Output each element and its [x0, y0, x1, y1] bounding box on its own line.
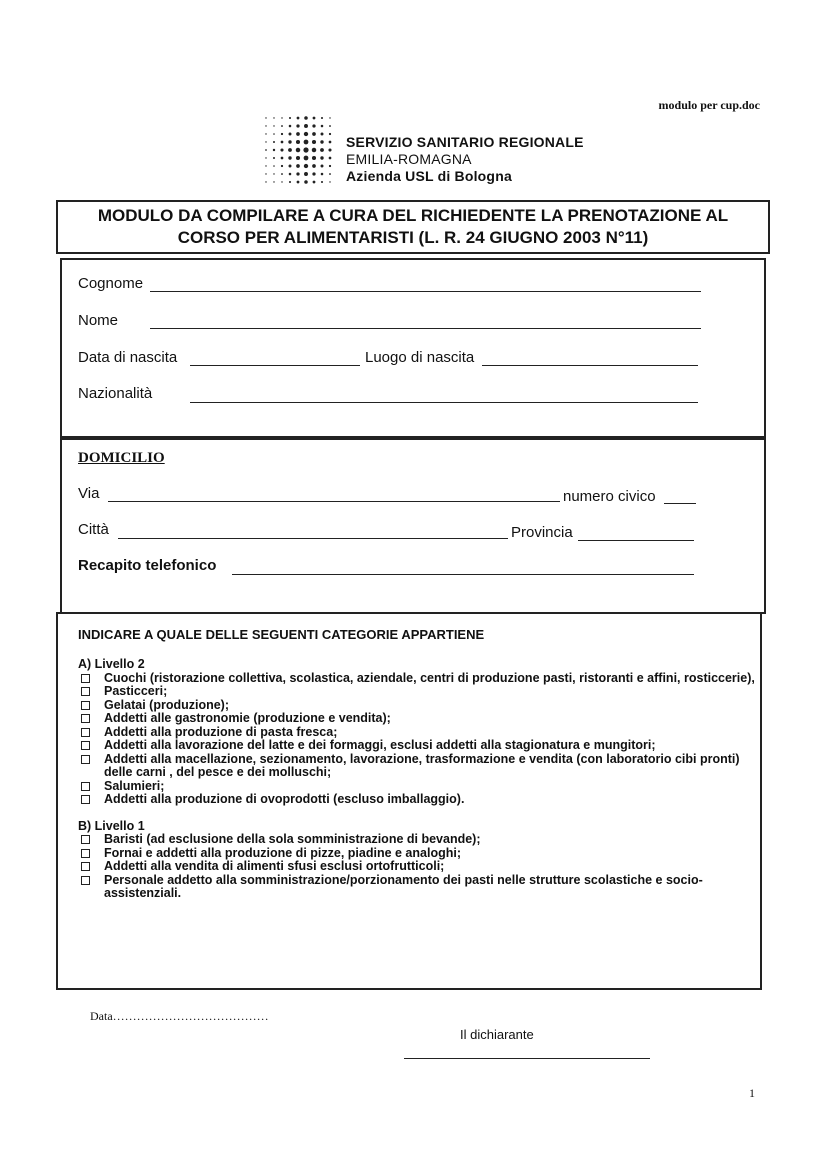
level-1-item[interactable]	[78, 874, 768, 901]
level-2-item-label: Addetti alla produzione di pasta fresca;	[104, 724, 338, 739]
level-2-item-label: Cuochi (ristorazione collettiva, scolastica, aziendale, centri di produzione pasti, ristoranti e affini, rosticcerie),	[104, 670, 755, 685]
numero-civico-field[interactable]	[664, 503, 696, 504]
checkbox-icon[interactable]	[81, 687, 90, 696]
nome-label: Nome	[78, 312, 119, 329]
level-2-item-label: Gelatai (produzione);	[104, 697, 229, 712]
level-1-item[interactable]	[78, 833, 768, 847]
level-2-item-label: Addetti alla macellazione, sezionamento, lavorazione, trasformazione e vendita (con laboratorio cibi pronti) delle carni , del pesce e dei molluschi;	[104, 751, 740, 779]
level-1-item-label: Baristi (ad esclusione della sola somministrazione di bevande);	[104, 832, 481, 846]
org-line-2: EMILIA-ROMAGNA	[346, 151, 472, 167]
citta-field[interactable]	[118, 538, 508, 539]
domicilio-title: DOMICILIO	[78, 450, 165, 466]
date-field-label[interactable]: Data…………………………………	[90, 1009, 269, 1023]
cognome-field[interactable]	[150, 291, 701, 292]
checkbox-icon[interactable]	[81, 701, 90, 710]
level-2-item[interactable]	[78, 726, 768, 740]
form-title	[56, 200, 770, 254]
form-title-line-2: CORSO PER ALIMENTARISTI (L. R. 24 GIUGNO 2003 N°11)	[177, 228, 649, 247]
level-2-item[interactable]	[78, 685, 768, 699]
form-title-line-1: MODULO DA COMPILARE A CURA DEL RICHIEDENTE LA PRENOTAZIONE AL	[97, 206, 729, 225]
level-2-item-label: Addetti alla lavorazione del latte e dei formaggi, esclusi addetti alla stagionatura e mungitori;	[104, 738, 656, 752]
level-2-item[interactable]	[78, 699, 768, 713]
level-2-item-label: Addetti alla produzione di ovoprodotti (escluso imballaggio).	[104, 792, 465, 806]
checkbox-icon[interactable]	[81, 755, 90, 764]
citta-label: Città	[78, 521, 109, 538]
checkbox-icon[interactable]	[81, 714, 90, 723]
level-2-item[interactable]	[78, 712, 768, 726]
recapito-label: Recapito telefonico	[78, 557, 217, 574]
numero-civico-label: numero civico	[563, 488, 656, 505]
nome-field[interactable]	[150, 328, 701, 329]
checkbox-icon[interactable]	[81, 782, 90, 791]
checkbox-icon[interactable]	[81, 674, 90, 683]
organization-name	[346, 134, 584, 185]
org-line-1: SERVIZIO SANITARIO REGIONALE	[346, 134, 584, 150]
level-2-title: A) Livello 2	[78, 657, 145, 671]
signature-field[interactable]	[404, 1058, 650, 1059]
level-2-items	[78, 672, 768, 807]
nazionalita-field[interactable]	[190, 402, 698, 403]
via-field[interactable]	[108, 501, 560, 502]
level-2-item[interactable]	[78, 672, 768, 686]
luogo-nascita-label: Luogo di nascita	[365, 349, 475, 366]
level-2-item-label: Pasticceri;	[104, 684, 168, 698]
level-1-title: B) Livello 1	[78, 818, 145, 833]
recapito-field[interactable]	[232, 574, 694, 575]
level-2-item[interactable]	[78, 739, 768, 753]
checkbox-icon[interactable]	[81, 862, 90, 871]
level-2-item-label: Addetti alle gastronomie (produzione e vendita);	[104, 711, 391, 725]
page-number: 1	[749, 1086, 755, 1100]
checkbox-icon[interactable]	[81, 876, 90, 885]
level-2-item[interactable]	[78, 793, 768, 807]
level-2-item[interactable]	[78, 780, 768, 794]
cognome-label: Cognome	[78, 275, 144, 292]
luogo-nascita-field[interactable]	[482, 365, 698, 366]
org-line-3: Azienda USL di Bologna	[346, 168, 512, 184]
level-1-item-label: Addetti alla vendita di alimenti sfusi esclusi ortofrutticoli;	[104, 859, 445, 873]
checkbox-icon[interactable]	[81, 835, 90, 844]
declarant-label: Il dichiarante	[460, 1027, 534, 1042]
level-2-item[interactable]	[78, 753, 768, 780]
document-filename: modulo per cup.doc	[658, 98, 760, 112]
level-1-item[interactable]	[78, 847, 768, 861]
checkbox-icon[interactable]	[81, 795, 90, 804]
level-1-item[interactable]	[78, 860, 768, 874]
provincia-label: Provincia	[511, 524, 573, 541]
categories-list	[78, 658, 768, 901]
data-nascita-label: Data di nascita	[78, 349, 178, 366]
level-1-item-label: Fornai e addetti alla produzione di pizze, piadine e analoghi;	[104, 845, 461, 860]
checkbox-icon[interactable]	[81, 728, 90, 737]
level-1-item-label: Personale addetto alla somministrazione/porzionamento dei pasti nelle strutture scolastiche e socio-assistenziali.	[104, 872, 703, 900]
personal-data-section	[60, 258, 766, 438]
via-label: Via	[78, 485, 100, 502]
regional-health-service-logo	[262, 114, 334, 186]
checkbox-icon[interactable]	[81, 849, 90, 858]
domicilio-section	[60, 438, 766, 614]
data-nascita-field[interactable]	[190, 365, 360, 366]
level-2-item-label: Salumieri;	[104, 778, 165, 793]
level-1-items	[78, 833, 768, 901]
categories-heading: INDICARE A QUALE DELLE SEGUENTI CATEGORIE APPARTIENE	[78, 627, 485, 642]
nazionalita-label: Nazionalità	[78, 385, 153, 402]
provincia-field[interactable]	[578, 540, 694, 541]
checkbox-icon[interactable]	[81, 741, 90, 750]
